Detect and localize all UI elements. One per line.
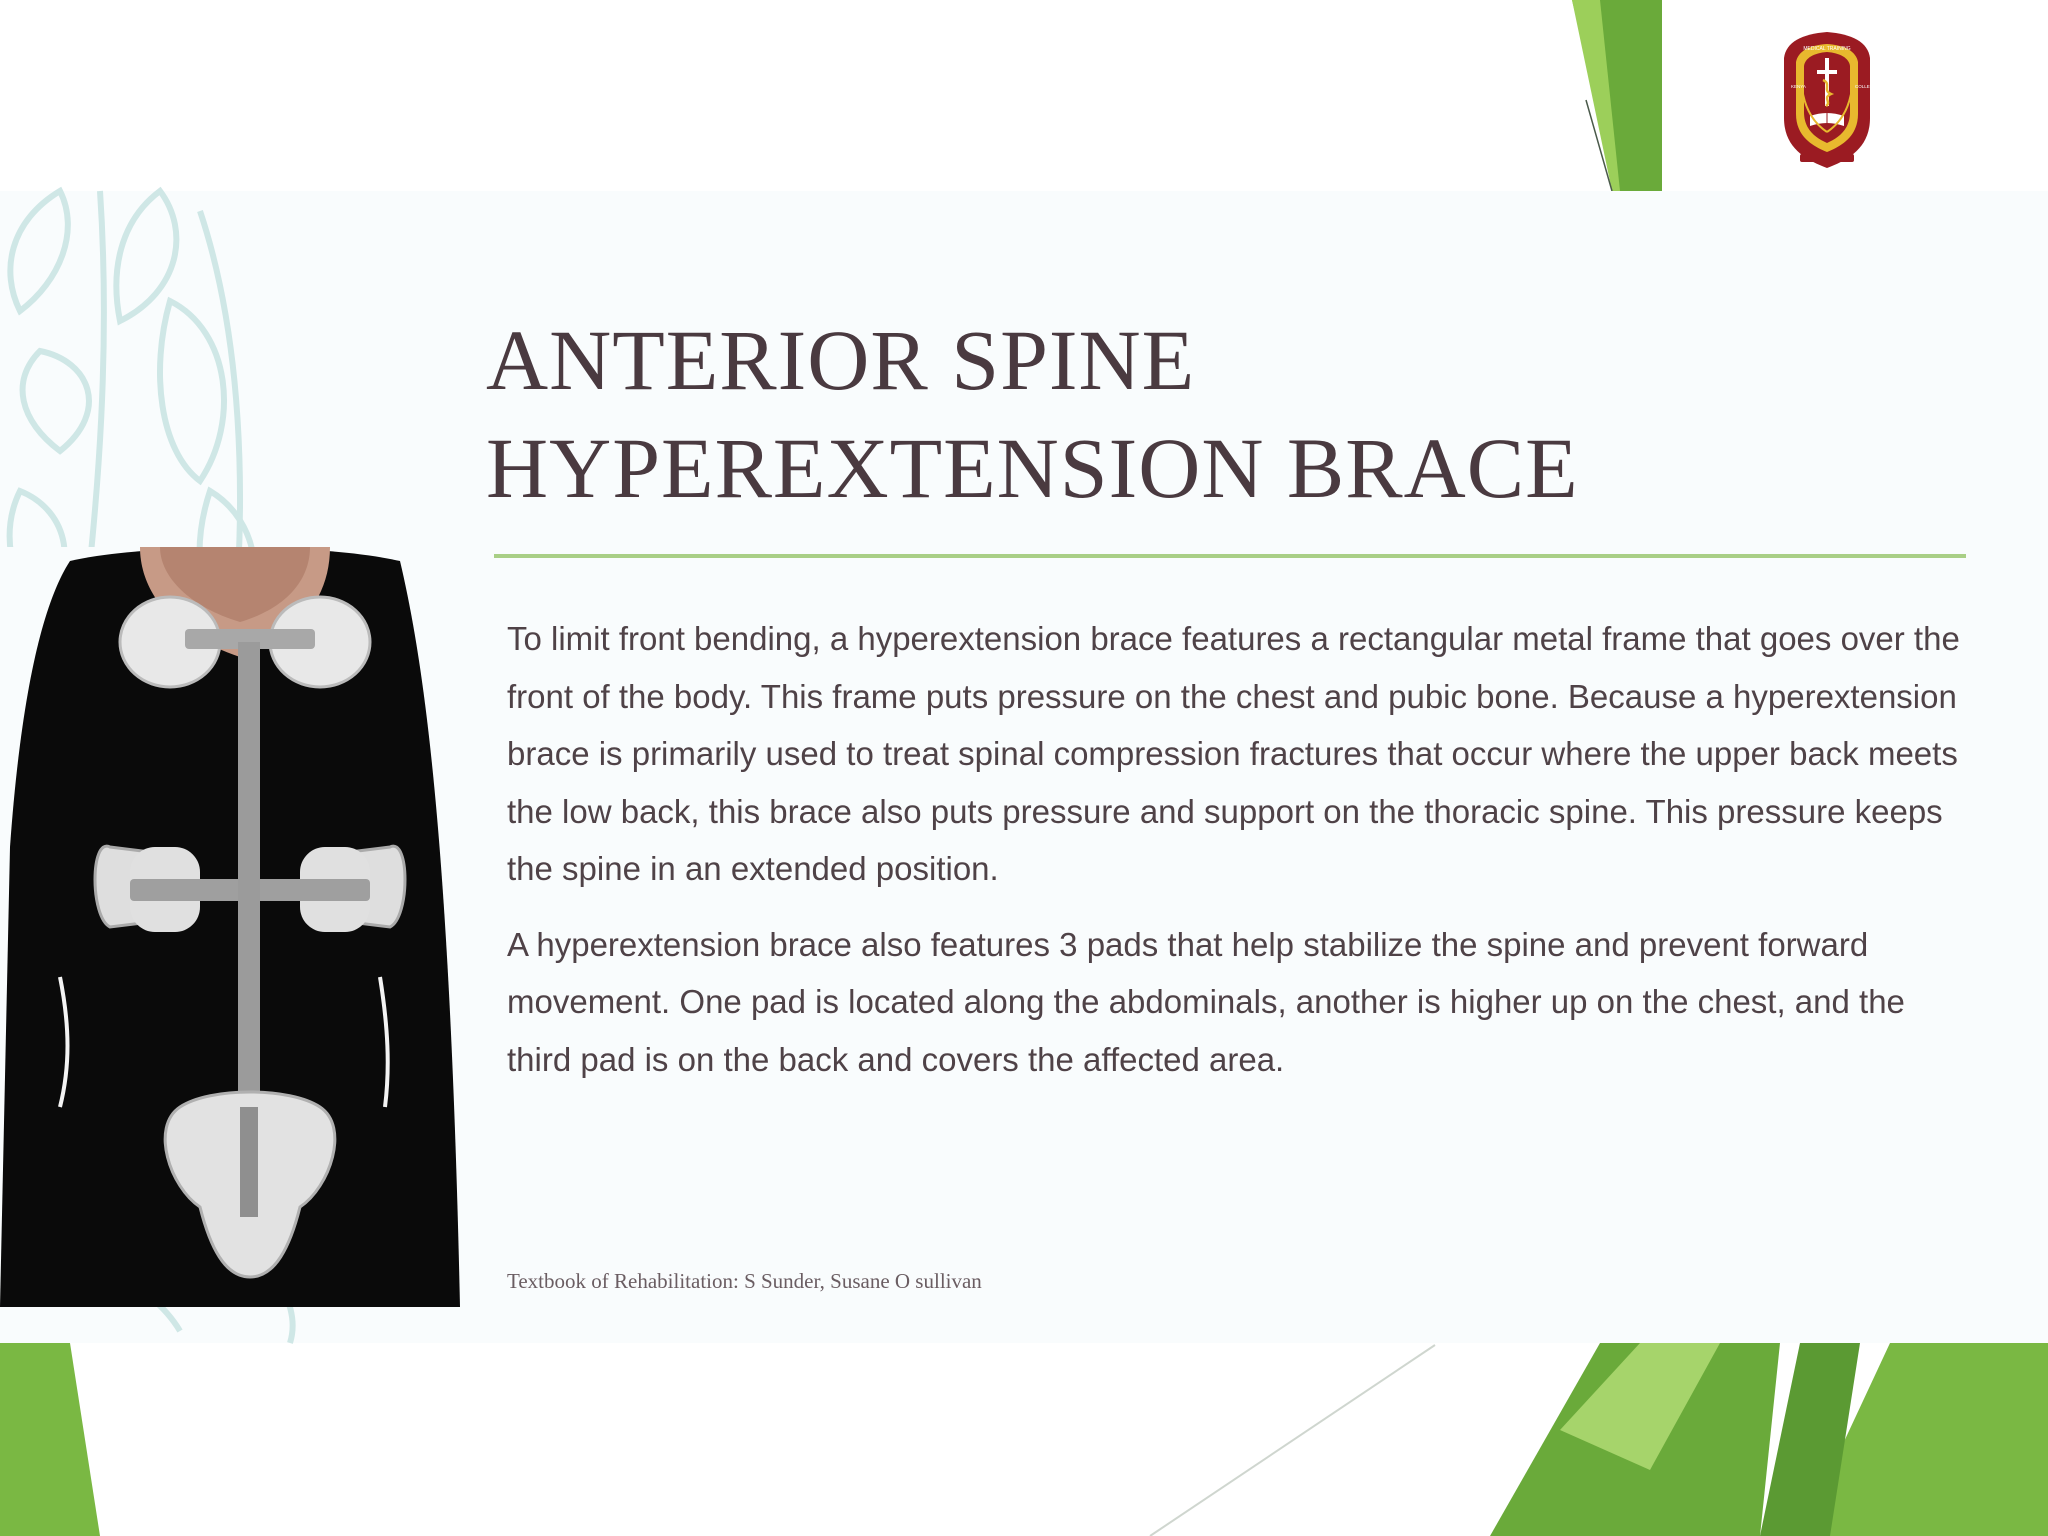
college-logo (1782, 28, 1877, 176)
svg-text:COLLEGE: COLLEGE (1855, 84, 1877, 89)
bottom-left-green-shape (0, 1343, 100, 1536)
content-panel (0, 191, 2048, 1343)
svg-text:KENYA: KENYA (1791, 84, 1806, 89)
brace-photo (0, 547, 470, 1307)
paragraph-2: A hyperextension brace also features 3 pads that help stabilize the spine and prevent forward movement. One pad is located along the abdominals, another is higher up on the chest, and the third pad is on the back and covers the affected area. (507, 925, 1905, 1078)
title-divider (494, 554, 1966, 558)
slide-body (507, 610, 1977, 1106)
bottom-center-thin-line (1150, 1345, 1435, 1536)
slide-title (486, 306, 1986, 522)
title-line-1: ANTERIOR SPINE (486, 312, 1196, 408)
citation: Textbook of Rehabilitation: S Sunder, Susane O sullivan (507, 1269, 982, 1293)
svg-text:MEDICAL TRAINING: MEDICAL TRAINING (1803, 46, 1851, 52)
title-line-2: HYPEREXTENSION BRACE (486, 420, 1579, 516)
paragraph-1: To limit front bending, a hyperextension brace features a rectangular metal frame that goes over the front of the body. This frame puts pressure on the chest and pubic bone. Because a hyperextension brace is primarily used to treat spinal compression fractures that occur where the upper back meets the low back, this brace also puts pressure and support on the thoracic spine. This pressure keeps the spine in an extended position. (507, 620, 1960, 887)
